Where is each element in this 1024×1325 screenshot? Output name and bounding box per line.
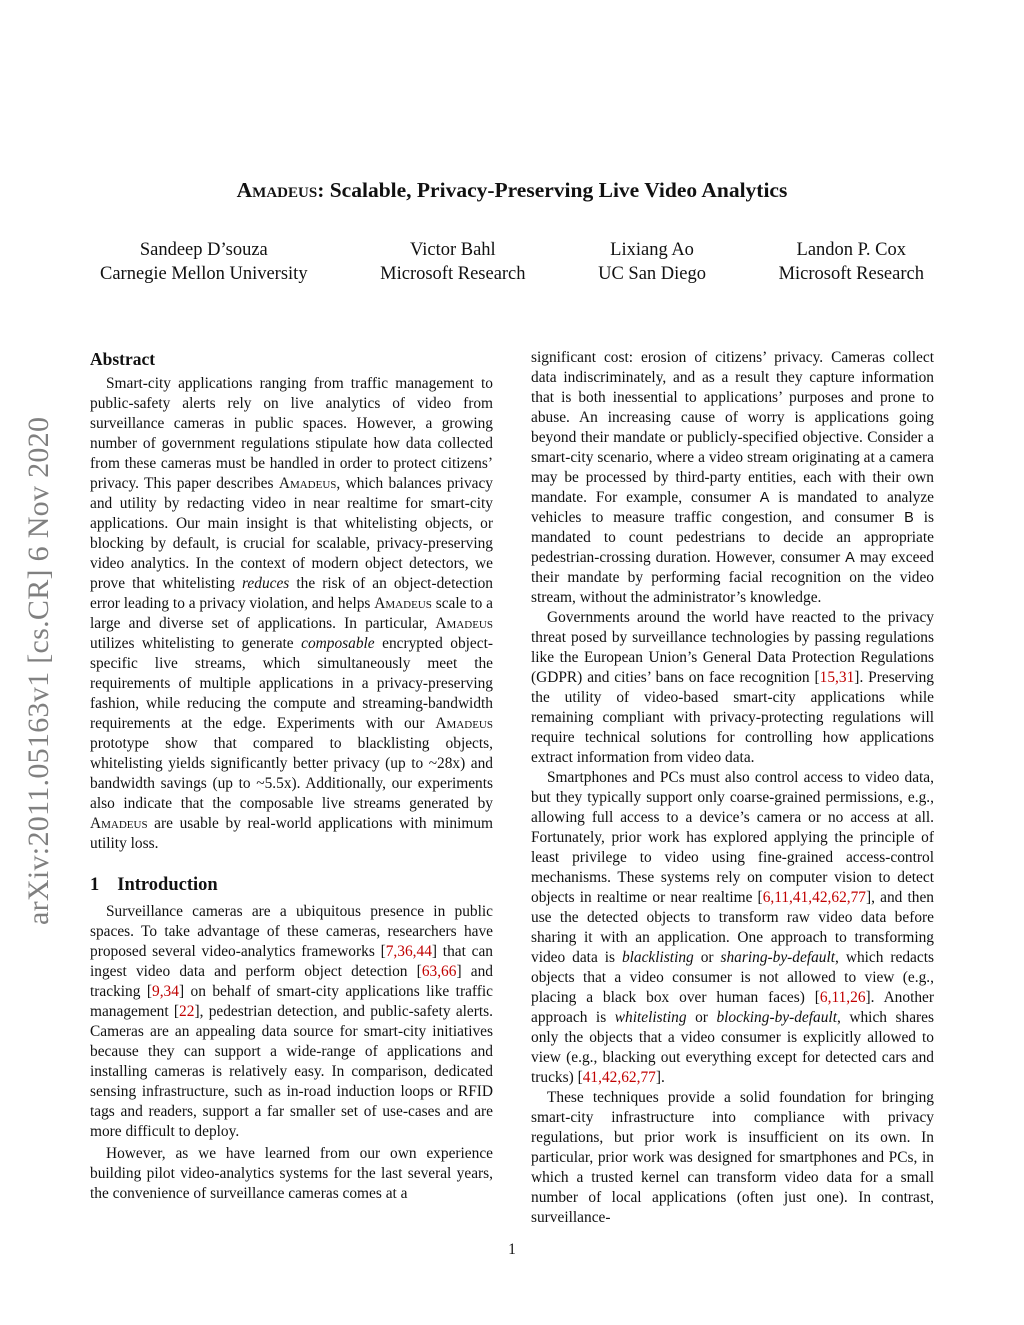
system-name: Amadeus <box>278 475 337 492</box>
system-name: Amadeus <box>435 615 493 632</box>
abstract-paragraph: Smart-city applications ranging from traffic management to public-safety alerts rely on live analytics of video from surveillance cameras in public spaces. However, a growing number of government regulations stipulate how data collected from these cameras must be handled in order to protect citizens’ privacy. This paper describes Amadeus, which balances privacy and utility by redacting video in near realtime for smart-city applications. Our main insight is that whitelisting objects, or blocking by default, is crucial for scalable, privacy-preserving video analytics. In the context of modern object detectors, we prove that whitelisting reduces the risk of an object-detection error leading to a privacy violation, and helps Amadeus scale to a large and diverse set of applications. In particular, Amadeus utilizes whitelisting to generate composable encrypted object-specific live streams, which simultaneously meet the requirements of multiple applications in a privacy-preserving fashion, while reducing the compute and streaming-bandwidth requirements at the edge. Experiments with our Amadeus prototype show that compared to blacklisting objects, whitelisting yields significantly better privacy (up to ~28x) and bandwidth savings (up to ~5.5x). Additionally, our experiments also indicate that the composable live streams generated by Amadeus are usable by real-world applications with minimum utility loss. <box>90 375 493 852</box>
arxiv-identifier: arXiv:2011.05163v1 [cs.CR] 6 Nov 2020 <box>22 416 55 925</box>
author-affiliation: Microsoft Research <box>380 264 526 284</box>
author <box>380 238 525 286</box>
author-affiliation: Carnegie Mellon University <box>100 264 308 284</box>
consumer-label: A <box>845 550 855 566</box>
page-number: 1 <box>508 1241 516 1258</box>
system-name: Amadeus <box>374 595 432 612</box>
section-heading <box>90 874 493 896</box>
citation-group: [15,31] <box>814 669 860 686</box>
body-paragraph: These techniques provide a solid foundation for bringing smart-city infrastructure into compliance with privacy regulations, but prior work is insufficient on its own. In particular, prior work was designed for smartphones and PCs, in which a trusted kernel can transform video data for a small number of local applications (often just one). In contrast, surveillance- <box>531 1089 934 1226</box>
system-name: Amadeus <box>236 178 318 202</box>
author-name: Victor Bahl <box>409 240 496 260</box>
emphasis: composable <box>301 635 375 652</box>
emphasis: blocking-by-default <box>716 1009 837 1026</box>
citation-group: [7,36,44] <box>380 943 438 960</box>
emphasis: whitelisting <box>614 1009 687 1026</box>
citation-link[interactable]: 9,34 <box>152 983 179 1000</box>
title-text: : Scalable, Privacy-Preserving Live Video Analytics <box>317 178 788 202</box>
right-column <box>531 348 934 1228</box>
paper-title <box>0 178 1024 203</box>
author <box>598 238 706 286</box>
citation-link[interactable]: 41,42,62,77 <box>582 1069 656 1086</box>
author <box>100 238 308 286</box>
citation-group: [22] <box>173 1003 200 1020</box>
citation-group: [9,34] <box>146 983 185 1000</box>
section-title: Introduction <box>117 875 218 895</box>
citation-group: [41,42,62,77] <box>577 1069 661 1086</box>
body-paragraph: Governments around the world have reacted to the privacy threat posed by surveillance technologies by passing regulations like the European Union’s General Data Protection Regulations (GDPR) and cities’ bans on face recognition [15,31]. Preserving the utility of video-based smart-city applications while remaining compliant with privacy-protecting regulations will require technical solutions for controlling how applications extract information from video data. <box>531 609 934 766</box>
author-name: Lixiang Ao <box>610 240 694 260</box>
body-paragraph: Smartphones and PCs must also control access to video data, but they typically support only coarse-grained permissions, e.g., allowing full access to a device’s camera or no access at all. Fortunately, prior work has explored applying the principle of least privilege to video using fine-grained access-control mechanisms. These systems rely on computer vision to detect objects in realtime or near realtime [6,11,41,42,62,77], and then use the detected objects to transform raw video data before sharing it with an application. One approach to transforming video data is blacklisting or sharing-by-default, which redacts objects that a video consumer is not allowed to view (e.g., placing a black box over human faces) [6,11,26]. Another approach is whitelisting or blocking-by-default, which shares only the objects that a video consumer is explicitly allowed to view (e.g., blacking out everything except for detected cars and trucks) [41,42,62,77]. <box>531 769 935 1086</box>
author <box>779 238 924 286</box>
citation-link[interactable]: 22 <box>179 1003 195 1020</box>
body-paragraph: significant cost: erosion of citizens’ privacy. Cameras collect data indiscriminately, and as a result they capture information that is both inessential to applications’ purposes and prone to abuse. An increasing cause of worry is applications going beyond their mandate or publicly-specified objective. Consider a smart-city scenario, where a video stream originating at a camera may be processed by third-party entities, each with their own mandate. For example, consumer A is mandated to analyze vehicles to measure traffic congestion, and consumer B is mandated to count pedestrians to decide an appropriate pedestrian-crossing duration. However, consumer A may exceed their mandate by performing facial recognition on the video stream, without the administrator’s knowledge. <box>531 349 934 606</box>
consumer-label: A <box>759 490 770 506</box>
author-list <box>100 238 924 286</box>
citation-group: [6,11,41,42,62,77] <box>757 889 872 906</box>
consumer-label: B <box>904 510 914 526</box>
citation-link[interactable]: 15,31 <box>819 669 855 686</box>
left-column <box>90 348 493 1204</box>
emphasis: reduces <box>242 575 290 592</box>
emphasis: blacklisting <box>621 949 694 966</box>
citation-link[interactable]: 6,11,41,42,62,77 <box>762 889 867 906</box>
author-affiliation: Microsoft Research <box>778 264 924 284</box>
author-affiliation: UC San Diego <box>598 264 707 284</box>
system-name: Amadeus <box>435 715 493 732</box>
section-number: 1 <box>90 875 100 895</box>
author-name: Sandeep D’souza <box>139 240 268 260</box>
abstract-heading: Abstract <box>90 349 156 369</box>
emphasis: sharing-by-default <box>720 949 836 966</box>
body-paragraph: Surveillance cameras are a ubiquitous presence in public spaces. To take advantage of these cameras, researchers have proposed several video-analytics frameworks [7,36,44] that can ingest video data and perform object detection [63,66] and tracking [9,34] on behalf of smart-city applications like traffic management [22], pedestrian detection, and public-safety alerts. Cameras are an appealing data source for smart-city initiatives because they can support a wide-range of applications and installing cameras is relatively easy. In comparison, dedicated sensing infrastructure, such as in-road induction loops or RFID tags and readers, support a far smaller set of use-cases and are more difficult to deploy. <box>90 903 494 1140</box>
citation-group: [6,11,26] <box>814 989 871 1006</box>
citation-link[interactable]: 63,66 <box>421 963 457 980</box>
system-name: Amadeus <box>90 815 148 832</box>
citation-group: [63,66] <box>416 963 462 980</box>
body-paragraph: However, as we have learned from our own experience building pilot video-analytics systems for the last several years, the convenience of surveillance cameras comes at a <box>90 1145 493 1202</box>
author-name: Landon P. Cox <box>796 240 906 260</box>
citation-link[interactable]: 6,11,26 <box>819 989 866 1006</box>
citation-link[interactable]: 7,36,44 <box>385 943 432 960</box>
